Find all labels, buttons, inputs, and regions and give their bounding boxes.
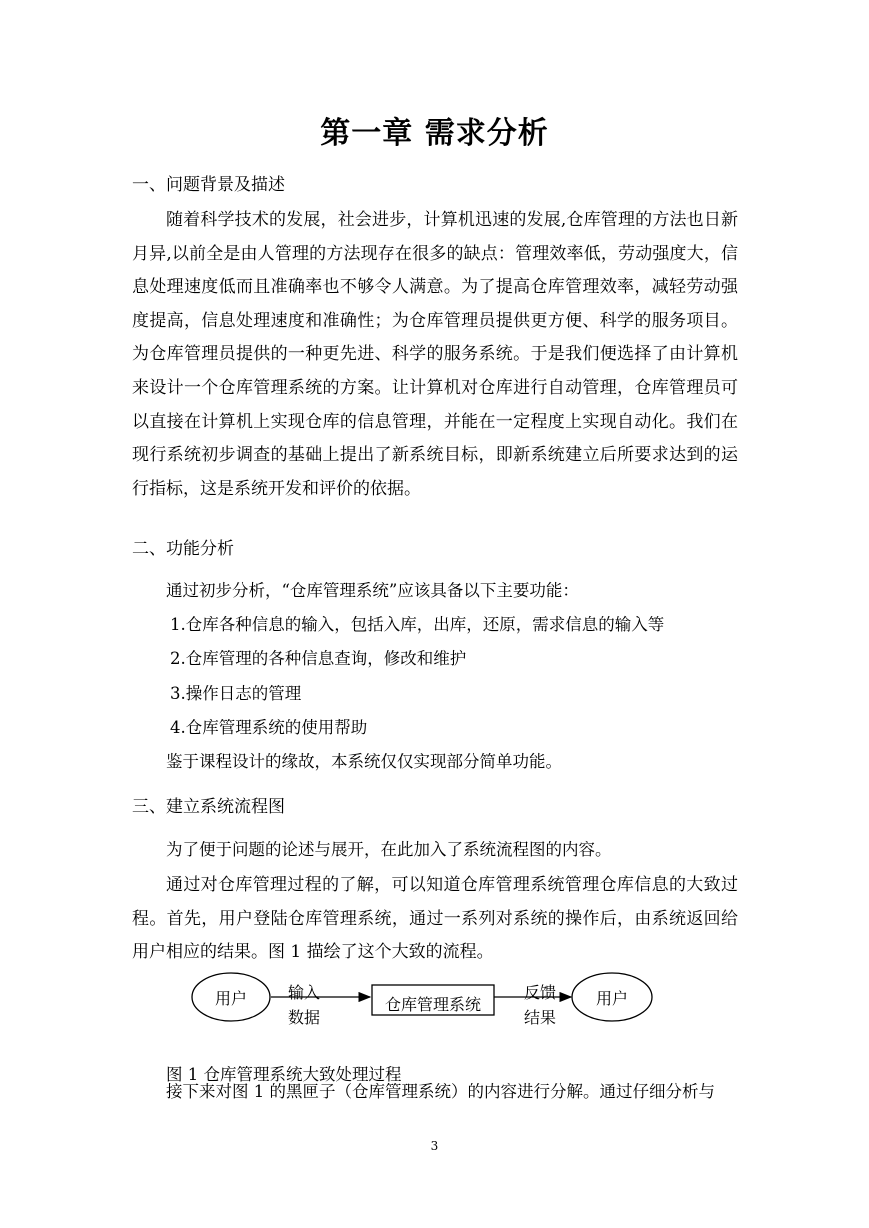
figure-caption: 图 1 仓库管理系统大致处理过程 bbox=[166, 1064, 402, 1084]
flowchart-intro: 为了便于问题的论述与展开，在此加入了系统流程图的内容。 bbox=[166, 840, 612, 859]
flow-left-node-label: 用户 bbox=[215, 989, 248, 1008]
flow-center-node-label: 仓库管理系统 bbox=[385, 995, 482, 1014]
page-number: 3 bbox=[430, 1139, 439, 1153]
decomposition-paragraph: 接下来对图 1 的黑匣子（仓库管理系统）的内容进行分解。通过仔细分析与 bbox=[166, 1082, 715, 1101]
function-item-1: 1.仓库各种信息的输入，包括入库，出库，还原，需求信息的输入等 bbox=[170, 615, 665, 634]
function-intro: 通过初步分析，“仓库管理系统”应该具备以下主要功能： bbox=[166, 581, 579, 600]
flowchart-diagram bbox=[190, 970, 660, 1035]
function-item-3: 3.操作日志的管理 bbox=[170, 684, 302, 703]
function-note: 鉴于课程设计的缘故，本系统仅仅实现部分简单功能。 bbox=[166, 752, 562, 771]
section-heading-function: 二、功能分析 bbox=[132, 539, 234, 559]
chapter-title: 第一章 需求分析 bbox=[320, 116, 549, 151]
section-heading-flowchart: 三、建立系统流程图 bbox=[132, 797, 285, 817]
background-paragraph: 随着科学技术的发展，社会进步，计算机迅速的发展,仓库管理的方法也日新月异,以前全是由人管理的方法现存在很多的缺点：管理效率低，劳动强度大，信息处理速度低而且准确率也不够令人满意。为了提高仓库管理效率，减轻劳动强度提高，信息处理速度和准确性；为仓库管理员提供更方便、科学的服务项目。为仓库管理员提供的一种更先进、科学的服务系统。于是我们便选择了由计算机来设计一个仓库管理系统的方案。让计算机对仓库进行自动管理，仓库管理员可以直接在计算机上实现仓库的信息管理，并能在一定程度上实现自动化。我们在现行系统初步调查的基础上提出了新系统目标，即新系统建立后所要求达到的运行指标，这是系统开发和评价的依据。 bbox=[132, 210, 738, 499]
section-heading-background: 一、问题背景及描述 bbox=[132, 175, 285, 195]
function-item-4: 4.仓库管理系统的使用帮助 bbox=[170, 718, 368, 737]
flow-input-label-2: 数据 bbox=[288, 1008, 321, 1027]
flowchart-description: 通过对仓库管理过程的了解，可以知道仓库管理系统管理仓库信息的大致过程。首先，用户登陆仓库管理系统，通过一系列对系统的操作后，由系统返回给用户相应的结果。图 1 描绘了这个大致的流程。 bbox=[132, 875, 738, 963]
flow-output-label-2: 结果 bbox=[524, 1008, 557, 1027]
function-item-2: 2.仓库管理的各种信息查询，修改和维护 bbox=[170, 649, 467, 668]
flow-input-label-1: 输入 bbox=[288, 983, 321, 1002]
flow-output-label-1: 反馈 bbox=[524, 983, 557, 1002]
flow-right-node-label: 用户 bbox=[596, 989, 629, 1008]
